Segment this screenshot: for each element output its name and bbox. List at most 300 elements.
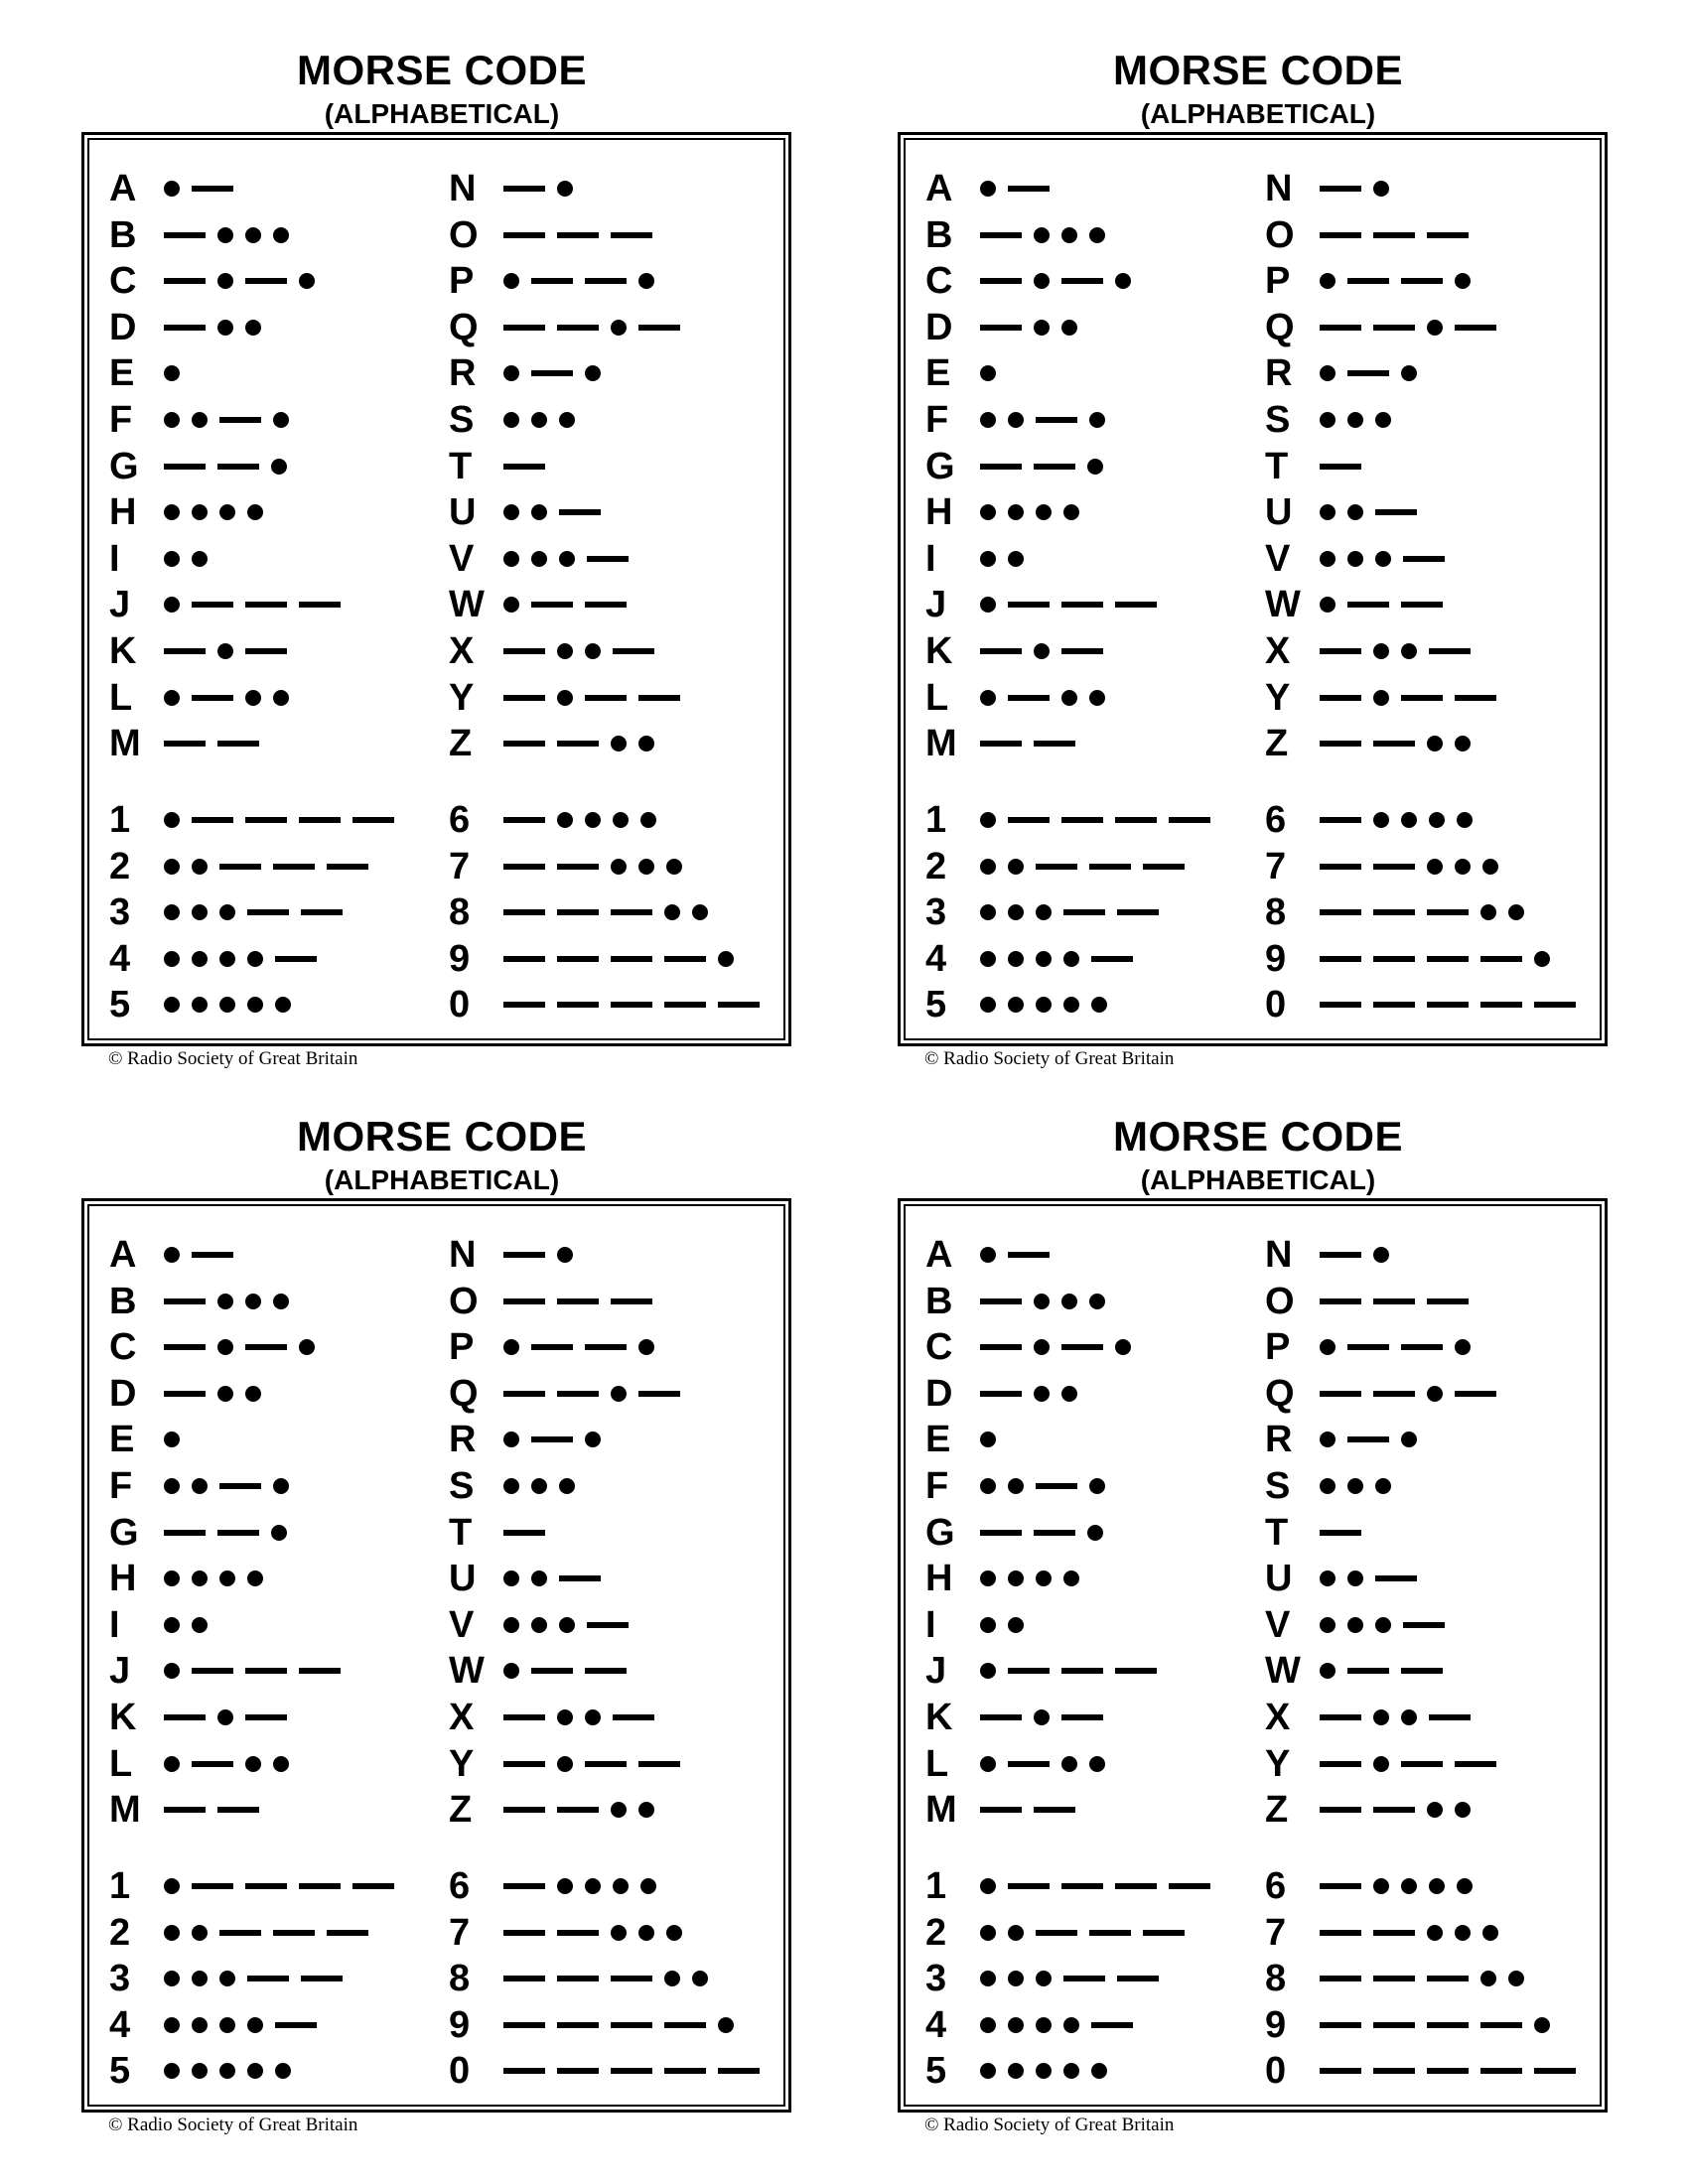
morse-dash <box>1455 325 1496 331</box>
morse-symbol: A <box>925 1234 953 1276</box>
morse-dash <box>611 2022 652 2028</box>
morse-dash <box>1401 602 1443 608</box>
morse-dash <box>1320 232 1361 238</box>
morse-symbol: N <box>449 168 477 209</box>
morse-dot <box>273 412 289 428</box>
morse-dot <box>1375 412 1391 428</box>
morse-dash <box>1401 1668 1443 1674</box>
morse-dot <box>640 812 656 828</box>
morse-symbol: W <box>1265 584 1301 626</box>
morse-code-card <box>81 1096 806 2135</box>
morse-dash <box>1320 1002 1361 1008</box>
morse-dash <box>192 817 233 823</box>
morse-symbol: O <box>449 1280 479 1322</box>
morse-dash <box>664 1002 706 1008</box>
morse-dot <box>192 412 208 428</box>
morse-symbol: E <box>109 1419 135 1461</box>
morse-dash <box>980 1530 1022 1536</box>
morse-dash <box>1427 2068 1469 2074</box>
morse-dash <box>613 1714 654 1720</box>
morse-dash <box>273 1930 315 1936</box>
morse-dash <box>245 1344 287 1350</box>
morse-dash <box>1347 1436 1389 1442</box>
morse-dash <box>1373 1976 1415 1981</box>
morse-symbol: 9 <box>1265 2003 1287 2046</box>
morse-dot <box>1373 1709 1389 1725</box>
morse-dash <box>217 1530 259 1536</box>
morse-dash <box>1373 741 1415 747</box>
morse-symbol: W <box>1265 1650 1301 1693</box>
morse-symbol: F <box>925 399 949 441</box>
morse-dot <box>1429 1878 1445 1894</box>
morse-dash <box>1320 1976 1361 1981</box>
morse-dot <box>1375 551 1391 567</box>
morse-dot <box>217 227 233 243</box>
morse-dash <box>1036 1930 1077 1936</box>
morse-symbol: 7 <box>449 1911 471 1954</box>
morse-dash <box>1373 325 1415 331</box>
morse-dot <box>638 1925 654 1941</box>
morse-dot <box>247 2017 263 2033</box>
morse-symbol: 2 <box>109 1911 131 1954</box>
morse-symbol: R <box>449 352 477 395</box>
morse-dash <box>1320 817 1361 823</box>
morse-dot <box>559 1617 575 1633</box>
morse-dot <box>980 1247 996 1263</box>
morse-dash <box>1480 2068 1522 2074</box>
morse-symbol: E <box>109 352 135 395</box>
morse-dot <box>217 320 233 336</box>
morse-symbol: N <box>1265 168 1293 209</box>
morse-symbol: 4 <box>925 937 947 980</box>
morse-dot <box>611 859 627 875</box>
morse-dot <box>164 1478 180 1494</box>
morse-code-card <box>898 1096 1622 2135</box>
morse-symbol: G <box>925 445 955 487</box>
morse-dash <box>1320 2022 1361 2028</box>
morse-symbol: P <box>449 260 475 303</box>
morse-symbol: 8 <box>449 891 471 934</box>
morse-dash <box>1115 1883 1157 1889</box>
morse-dash <box>1320 909 1361 915</box>
morse-symbol: 7 <box>1265 845 1287 887</box>
morse-dash <box>611 956 652 962</box>
morse-dash <box>503 1807 545 1813</box>
morse-symbol: 0 <box>1265 2050 1287 2093</box>
morse-symbol: I <box>925 1603 936 1646</box>
morse-symbol: Z <box>449 723 473 765</box>
morse-dash <box>1480 956 1522 962</box>
morse-dot <box>245 1294 261 1309</box>
morse-dash <box>1480 2022 1522 2028</box>
morse-dot <box>217 1386 233 1402</box>
morse-dash <box>1427 1002 1469 1008</box>
morse-symbol: R <box>1265 1419 1293 1461</box>
morse-dot <box>1089 227 1105 243</box>
morse-dash <box>247 909 289 915</box>
morse-symbol: 0 <box>449 2050 471 2093</box>
morse-dash <box>980 464 1022 470</box>
morse-symbol: M <box>925 1789 957 1832</box>
morse-symbol: J <box>109 584 131 626</box>
morse-dash <box>1320 741 1361 747</box>
morse-dash <box>585 1761 627 1767</box>
morse-dash <box>1061 602 1103 608</box>
morse-dash <box>245 1714 287 1720</box>
morse-dash <box>980 232 1022 238</box>
morse-dash <box>664 956 706 962</box>
morse-dash <box>1347 278 1389 284</box>
morse-symbol: A <box>925 168 953 209</box>
morse-symbol: T <box>1265 1511 1289 1554</box>
card-subtitle: (ALPHABETICAL) <box>324 98 560 129</box>
morse-symbol: 5 <box>109 984 131 1026</box>
morse-symbol: T <box>449 445 473 487</box>
morse-dash <box>1320 2068 1361 2074</box>
morse-dash <box>503 2022 545 2028</box>
morse-dash <box>1034 1530 1075 1536</box>
morse-dash <box>192 1761 233 1767</box>
morse-dash <box>1008 602 1050 608</box>
morse-dash <box>503 1298 545 1304</box>
morse-dash <box>611 909 652 915</box>
morse-dot <box>1008 951 1024 967</box>
morse-dash <box>557 864 599 870</box>
morse-dot <box>1036 951 1052 967</box>
morse-dash <box>1373 956 1415 962</box>
morse-dash <box>1455 1391 1496 1397</box>
morse-symbol: P <box>449 1326 475 1369</box>
morse-dash <box>557 909 599 915</box>
morse-symbol: 0 <box>449 984 471 1026</box>
code-table-frame <box>898 1198 1608 2113</box>
morse-symbol: D <box>925 306 953 348</box>
morse-symbol: 5 <box>109 2050 131 2093</box>
morse-dot <box>164 1617 180 1633</box>
morse-symbol: 8 <box>1265 1958 1287 2000</box>
morse-symbol: Q <box>1265 1372 1295 1415</box>
morse-dot <box>164 1925 180 1941</box>
morse-dash <box>1373 1807 1415 1813</box>
morse-symbol: 4 <box>925 2003 947 2046</box>
morse-dot <box>718 2017 734 2033</box>
morse-dot <box>164 551 180 567</box>
morse-dash <box>164 1714 206 1720</box>
morse-dash <box>1061 1883 1103 1889</box>
morse-symbol: F <box>109 399 133 441</box>
morse-dash <box>638 1391 680 1397</box>
morse-dash <box>587 556 629 562</box>
morse-dot <box>1034 1386 1050 1402</box>
morse-dot <box>557 690 573 706</box>
morse-dash <box>164 741 206 747</box>
morse-dot <box>1089 690 1105 706</box>
morse-dot <box>611 320 627 336</box>
morse-symbol: F <box>925 1465 949 1507</box>
morse-dash <box>1320 1391 1361 1397</box>
morse-dot <box>273 690 289 706</box>
morse-dot <box>217 643 233 659</box>
morse-dash <box>1091 956 1133 962</box>
morse-dash <box>275 2022 317 2028</box>
card-title: MORSE CODE <box>296 1113 588 1160</box>
morse-dash <box>192 1883 233 1889</box>
morse-symbol: 3 <box>109 891 131 934</box>
morse-symbol: N <box>1265 1234 1293 1276</box>
morse-symbol: S <box>449 399 475 441</box>
morse-symbol: V <box>1265 537 1291 580</box>
morse-symbol: 6 <box>1265 1865 1287 1907</box>
morse-dot <box>1534 2017 1550 2033</box>
morse-dot <box>557 1878 573 1894</box>
morse-symbol: 4 <box>109 2003 131 2046</box>
morse-symbol: K <box>925 630 953 672</box>
morse-dash <box>503 817 545 823</box>
morse-symbol: P <box>1265 260 1291 303</box>
morse-symbol: O <box>1265 213 1295 256</box>
morse-symbol: G <box>109 445 139 487</box>
morse-symbol: B <box>925 213 953 256</box>
morse-dash <box>1373 1002 1415 1008</box>
morse-dot <box>531 412 547 428</box>
morse-symbol: Y <box>449 1742 475 1785</box>
morse-dash <box>1320 1807 1361 1813</box>
morse-symbol: Z <box>1265 1789 1289 1832</box>
morse-dot <box>192 1925 208 1941</box>
morse-dash <box>1034 1807 1075 1813</box>
morse-dot <box>980 1617 996 1633</box>
morse-dot <box>666 859 682 875</box>
morse-dash <box>503 1976 545 1981</box>
morse-dash <box>664 2068 706 2074</box>
morse-dash <box>1347 1344 1389 1350</box>
morse-symbol: 5 <box>925 2050 947 2093</box>
morse-dash <box>1091 2022 1133 2028</box>
morse-dot <box>245 1386 261 1402</box>
morse-dash <box>299 1668 341 1674</box>
morse-dot <box>1008 551 1024 567</box>
morse-dash <box>1480 1002 1522 1008</box>
morse-dash <box>273 864 315 870</box>
morse-dash <box>503 1002 545 1008</box>
morse-dash <box>557 2022 599 2028</box>
morse-dot <box>1347 412 1363 428</box>
morse-dot <box>531 1478 547 1494</box>
morse-dot <box>1320 1478 1336 1494</box>
morse-dot <box>559 551 575 567</box>
morse-dot <box>980 1756 996 1772</box>
morse-dash <box>503 648 545 654</box>
morse-symbol: H <box>109 491 137 534</box>
morse-dot <box>611 1925 627 1941</box>
morse-dash <box>503 232 545 238</box>
morse-dot <box>1455 1925 1471 1941</box>
morse-dot <box>1320 551 1336 567</box>
morse-dot <box>273 1756 289 1772</box>
morse-symbol: O <box>449 213 479 256</box>
morse-dash <box>503 325 545 331</box>
morse-dash <box>503 909 545 915</box>
morse-dash <box>1008 1761 1050 1767</box>
morse-dot <box>1427 859 1443 875</box>
morse-symbol: 7 <box>449 845 471 887</box>
morse-dot <box>557 181 573 197</box>
morse-symbol: 6 <box>1265 799 1287 841</box>
morse-symbol: M <box>109 723 141 765</box>
morse-dot <box>980 2017 996 2033</box>
morse-dash <box>611 1298 652 1304</box>
morse-dash <box>585 278 627 284</box>
morse-symbol: L <box>109 1742 133 1785</box>
morse-symbol: D <box>109 306 137 348</box>
morse-code-card <box>81 30 806 1069</box>
morse-symbol: M <box>925 723 957 765</box>
morse-symbol: U <box>449 1558 477 1600</box>
morse-dash <box>1320 956 1361 962</box>
morse-dash <box>503 464 545 470</box>
morse-dash <box>1036 1483 1077 1489</box>
morse-dot <box>164 690 180 706</box>
morse-symbol: 1 <box>109 799 131 841</box>
copyright-notice: © Radio Society of Great Britain <box>924 2115 1175 2135</box>
morse-dash <box>611 1976 652 1981</box>
morse-symbol: D <box>925 1372 953 1415</box>
morse-symbol: S <box>449 1465 475 1507</box>
morse-dash <box>352 817 394 823</box>
morse-dash <box>980 325 1022 331</box>
morse-symbol: O <box>1265 1280 1295 1322</box>
morse-dash <box>980 1391 1022 1397</box>
morse-dot <box>1534 951 1550 967</box>
morse-dot <box>192 551 208 567</box>
morse-symbol: X <box>449 630 475 672</box>
morse-dash <box>557 1391 599 1397</box>
morse-symbol: K <box>925 1697 953 1738</box>
morse-dot <box>980 859 996 875</box>
morse-dot <box>1347 551 1363 567</box>
morse-dash <box>1169 817 1210 823</box>
morse-dot <box>1457 1878 1473 1894</box>
morse-dot <box>585 1709 601 1725</box>
morse-dot <box>1455 859 1471 875</box>
morse-dot <box>192 859 208 875</box>
morse-dash <box>503 741 545 747</box>
morse-dash <box>1061 1714 1103 1720</box>
morse-dash <box>1061 817 1103 823</box>
morse-dash <box>164 325 206 331</box>
morse-dash <box>245 1668 287 1674</box>
morse-dot <box>1034 1294 1050 1309</box>
morse-dash <box>245 817 287 823</box>
morse-dash <box>557 2068 599 2074</box>
morse-dot <box>271 1525 287 1541</box>
morse-symbol: 3 <box>109 1958 131 2000</box>
morse-dash <box>503 1761 545 1767</box>
morse-dot <box>1401 643 1417 659</box>
morse-dot <box>1034 643 1050 659</box>
morse-symbol: 0 <box>1265 984 1287 1026</box>
morse-dot <box>1008 412 1024 428</box>
morse-dash <box>301 909 343 915</box>
morse-dot <box>1034 227 1050 243</box>
morse-dot <box>1320 412 1336 428</box>
morse-symbol: H <box>925 1558 953 1600</box>
morse-dash <box>164 232 206 238</box>
morse-dot <box>1061 320 1077 336</box>
morse-dash <box>1429 1714 1471 1720</box>
morse-dash <box>1061 648 1103 654</box>
morse-symbol: H <box>109 1558 137 1600</box>
morse-dash <box>1401 1761 1443 1767</box>
morse-dash <box>980 1344 1022 1350</box>
morse-dash <box>1117 1976 1159 1981</box>
morse-symbol: V <box>1265 1603 1291 1646</box>
morse-dash <box>1455 695 1496 701</box>
morse-dot <box>1375 1617 1391 1633</box>
morse-dash <box>1169 1883 1210 1889</box>
morse-dash <box>531 370 573 376</box>
morse-dash <box>531 602 573 608</box>
morse-dash <box>192 1252 233 1258</box>
card-subtitle: (ALPHABETICAL) <box>1140 1164 1376 1195</box>
morse-dot <box>1061 1294 1077 1309</box>
morse-dash <box>1427 1976 1469 1981</box>
morse-dash <box>247 1976 289 1981</box>
morse-dot <box>980 412 996 428</box>
morse-dot <box>245 227 261 243</box>
morse-dash <box>559 1575 601 1581</box>
morse-dash <box>1375 509 1417 515</box>
morse-dash <box>1373 1391 1415 1397</box>
morse-dot <box>1087 459 1103 475</box>
morse-dot <box>980 1478 996 1494</box>
morse-dot <box>164 859 180 875</box>
morse-dot <box>1063 951 1079 967</box>
morse-dash <box>1373 1298 1415 1304</box>
morse-symbol: 2 <box>109 845 131 887</box>
morse-symbol: 5 <box>925 984 947 1026</box>
morse-dot <box>585 1878 601 1894</box>
morse-symbol: V <box>449 537 475 580</box>
morse-symbol: A <box>109 168 137 209</box>
morse-dot <box>503 1617 519 1633</box>
morse-dot <box>164 951 180 967</box>
morse-symbol: 1 <box>109 1865 131 1907</box>
morse-dash <box>164 1298 206 1304</box>
morse-dash <box>1373 864 1415 870</box>
morse-dash <box>1373 232 1415 238</box>
morse-dash <box>275 956 317 962</box>
morse-dash <box>1320 325 1361 331</box>
morse-dash <box>585 1344 627 1350</box>
morse-dot <box>980 1878 996 1894</box>
morse-dash <box>557 325 599 331</box>
morse-dash <box>585 602 627 608</box>
morse-dot <box>557 1247 573 1263</box>
morse-dot <box>192 951 208 967</box>
morse-dash <box>531 278 573 284</box>
morse-dash <box>245 1883 287 1889</box>
morse-symbol: 2 <box>925 845 947 887</box>
morse-dot <box>164 412 180 428</box>
morse-symbol: C <box>925 1326 953 1369</box>
morse-dash <box>1320 1298 1361 1304</box>
morse-dot <box>557 643 573 659</box>
morse-dot <box>503 412 519 428</box>
morse-dash <box>1401 1344 1443 1350</box>
morse-dash <box>664 2022 706 2028</box>
morse-dash <box>1034 741 1075 747</box>
